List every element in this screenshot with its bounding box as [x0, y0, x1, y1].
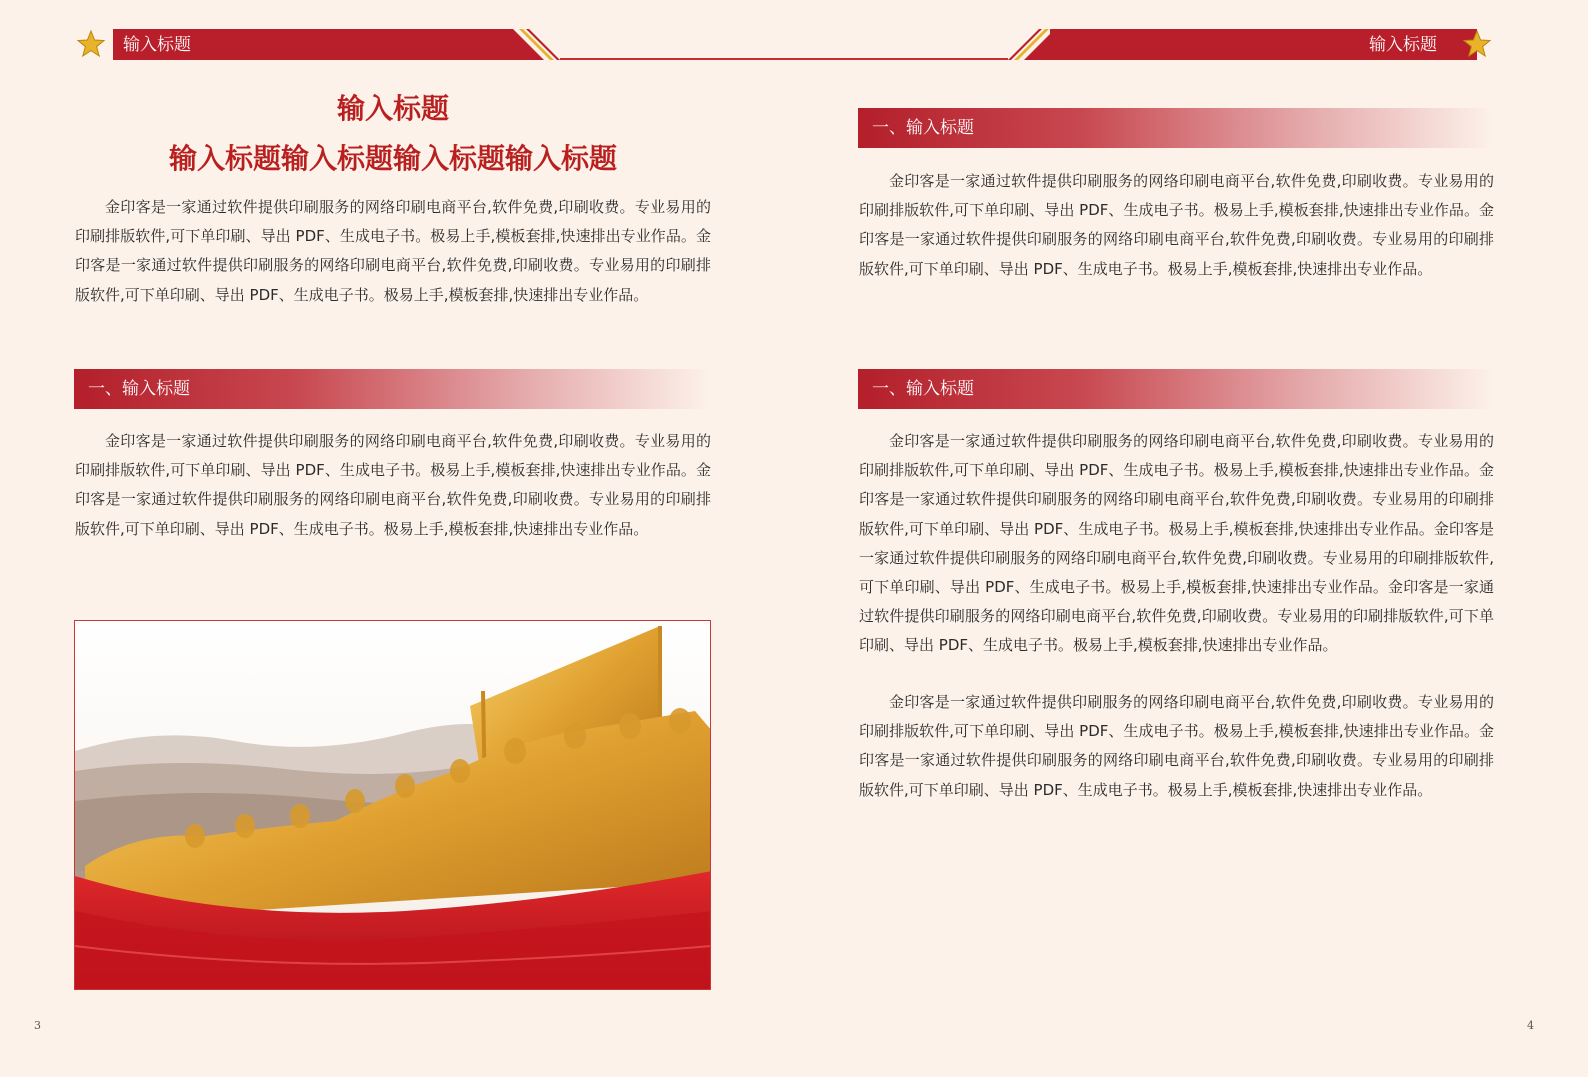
page-number-left: 3 [34, 1019, 41, 1032]
monument-photo [74, 620, 711, 990]
section-heading: 一、输入标题 [74, 369, 711, 409]
section-heading: 一、输入标题 [858, 369, 1495, 409]
section-heading: 一、输入标题 [858, 108, 1495, 148]
star-icon [1462, 29, 1492, 59]
header-left-title: 输入标题 [123, 35, 191, 55]
section-paragraph: 金印客是一家通过软件提供印刷服务的网络印刷电商平台,软件免费,印刷收费。专业易用的印刷排版软件,可下单印刷、导出 PDF、生成电子书。极易上手,模板套排,快速排出专业作品。金印客是一家通过软件提供印刷服务的网络印刷电商平台,软件免费,印刷收费。专业易用的印刷排版软件,可下单印刷、导出 PDF、生成电子书。极易上手,模板套排,快速排出专业作品。金印客是一家通过软件提供印刷服务的网络印刷电商平台,软件免费,印刷收费。专业易用的印刷排版软件,可下单印刷、导出 PDF、生成电子书。极易上手,模板套排,快速排出专业作品。金印客是一家通过软件提供印刷服务的网络印刷电商平台,软件免费,印刷收费。专业易用的印刷排版软件,可下单印刷、导出 PDF、生成电子书。极易上手,模板套排,快速排出专业作品。 [859, 432, 1494, 655]
header-right-title: 输入标题 [1369, 35, 1437, 55]
section-paragraph: 金印客是一家通过软件提供印刷服务的网络印刷电商平台,软件免费,印刷收费。专业易用的印刷排版软件,可下单印刷、导出 PDF、生成电子书。极易上手,模板套排,快速排出专业作品。金印客是一家通过软件提供印刷服务的网络印刷电商平台,软件免费,印刷收费。专业易用的印刷排版软件,可下单印刷、导出 PDF、生成电子书。极易上手,模板套排,快速排出专业作品。 [75, 432, 711, 538]
star-icon [76, 29, 106, 59]
section-paragraph: 金印客是一家通过软件提供印刷服务的网络印刷电商平台,软件免费,印刷收费。专业易用的印刷排版软件,可下单印刷、导出 PDF、生成电子书。极易上手,模板套排,快速排出专业作品。金印客是一家通过软件提供印刷服务的网络印刷电商平台,软件免费,印刷收费。专业易用的印刷排版软件,可下单印刷、导出 PDF、生成电子书。极易上手,模板套排,快速排出专业作品。 [859, 693, 1494, 799]
section-paragraph: 金印客是一家通过软件提供印刷服务的网络印刷电商平台,软件免费,印刷收费。专业易用的印刷排版软件,可下单印刷、导出 PDF、生成电子书。极易上手,模板套排,快速排出专业作品。金印客是一家通过软件提供印刷服务的网络印刷电商平台,软件免费,印刷收费。专业易用的印刷排版软件,可下单印刷、导出 PDF、生成电子书。极易上手,模板套排,快速排出专业作品。 [859, 172, 1494, 278]
page-subtitle: 输入标题输入标题输入标题输入标题 [168, 142, 617, 175]
header-left-ornament [505, 29, 565, 60]
page-number-right: 4 [1527, 1019, 1534, 1032]
page-title: 输入标题 [336, 92, 449, 125]
header-center-line [560, 58, 1008, 60]
intro-paragraph: 金印客是一家通过软件提供印刷服务的网络印刷电商平台,软件免费,印刷收费。专业易用的印刷排版软件,可下单印刷、导出 PDF、生成电子书。极易上手,模板套排,快速排出专业作品。金印客是一家通过软件提供印刷服务的网络印刷电商平台,软件免费,印刷收费。专业易用的印刷排版软件,可下单印刷、导出 PDF、生成电子书。极易上手,模板套排,快速排出专业作品。 [75, 198, 711, 304]
